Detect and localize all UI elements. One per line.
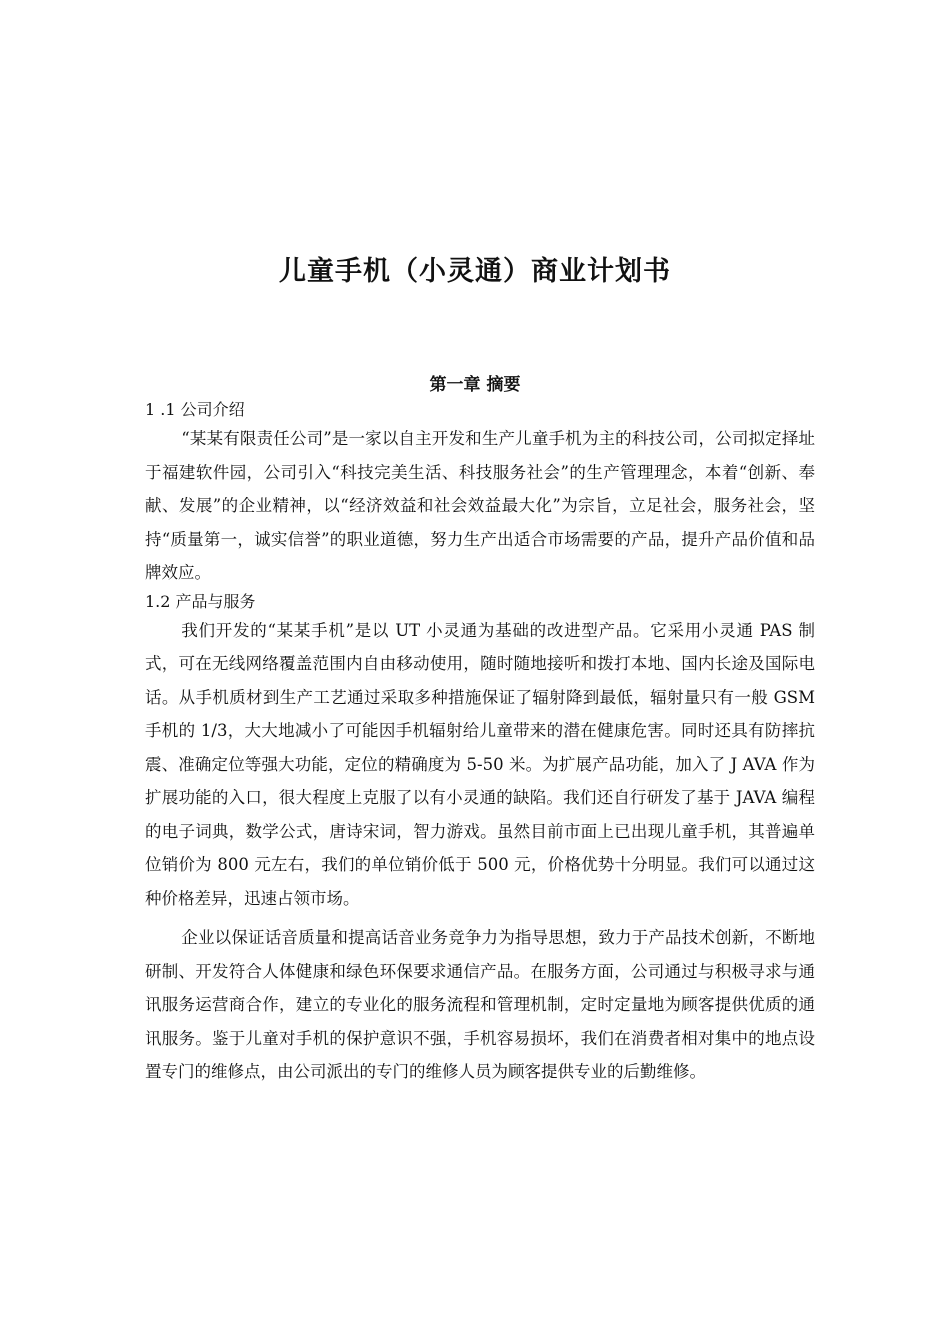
paragraph-services: 企业以保证话音质量和提高话音业务竞争力为指导思想，致力于产品技术创新，不断地研制、开发符合人体健康和绿色环保要求通信产品。在服务方面，公司通过与积极寻求与通讯服务运营商合作，建立的专业化的服务流程和管理机制，定时定量地为顾客提供优质的通讯服务。鉴于儿童对手机的保护意识不强，手机容易损坏，我们在消费者相对集中的地点设置专门的维修点，由公司派出的专门的维修人员为顾客提供专业的后勤维修。 <box>145 928 815 1081</box>
paragraph-products: 我们开发的“某某手机”是以 UT 小灵通为基础的改进型产品。它采用小灵通 PAS 制式，可在无线网络覆盖范围内自由移动使用，随时随地接听和拨打本地、国内长途及国际电话。从手机质材到生产工艺通过采取多种措施保证了辐射降到最低，辐射量只有一般 GSM 手机的 1/3，大大地减小了可能因手机辐射给儿童带来的潜在健康危害。同时还具有防摔抗震、准确定位等强大功能，定位的精确度为 5-50 米。为扩展产品功能，加入了 J AVA 作为扩展功能的入口，很大程度上克服了以有小灵通的缺陷。我们还自行研发了基于 JAVA 编程的电子词典，数学公式，唐诗宋词，智力游戏。虽然目前市面上已出现儿童手机，其普遍单位销价为 800 元左右，我们的单位销价低于 500 元，价格优势十分明显。我们可以通过这种价格差异，迅速占领市场。 <box>145 620 815 908</box>
document-title: 儿童手机（小灵通）商业计划书 <box>279 256 671 287</box>
section-heading-products-services: 1.2 产品与服务 <box>145 591 256 611</box>
document-body <box>145 398 815 1089</box>
section-heading-company-intro: 1 .1 公司介绍 <box>145 400 245 419</box>
chapter-heading: 第一章 摘要 <box>429 375 521 395</box>
paragraph-company-intro: “某某有限责任公司”是一家以自主开发和生产儿童手机为主的科技公司，公司拟定择址于福建软件园，公司引入“科技完美生活、科技服务社会”的生产管理理念，本着“创新、奉献、发展”的企业精神，以“经济效益和社会效益最大化”为宗旨，立足社会，服务社会，坚持“质量第一，诚实信誉”的职业道德，努力生产出适合市场需要的产品，提升产品价值和品牌效应。 <box>145 429 815 582</box>
